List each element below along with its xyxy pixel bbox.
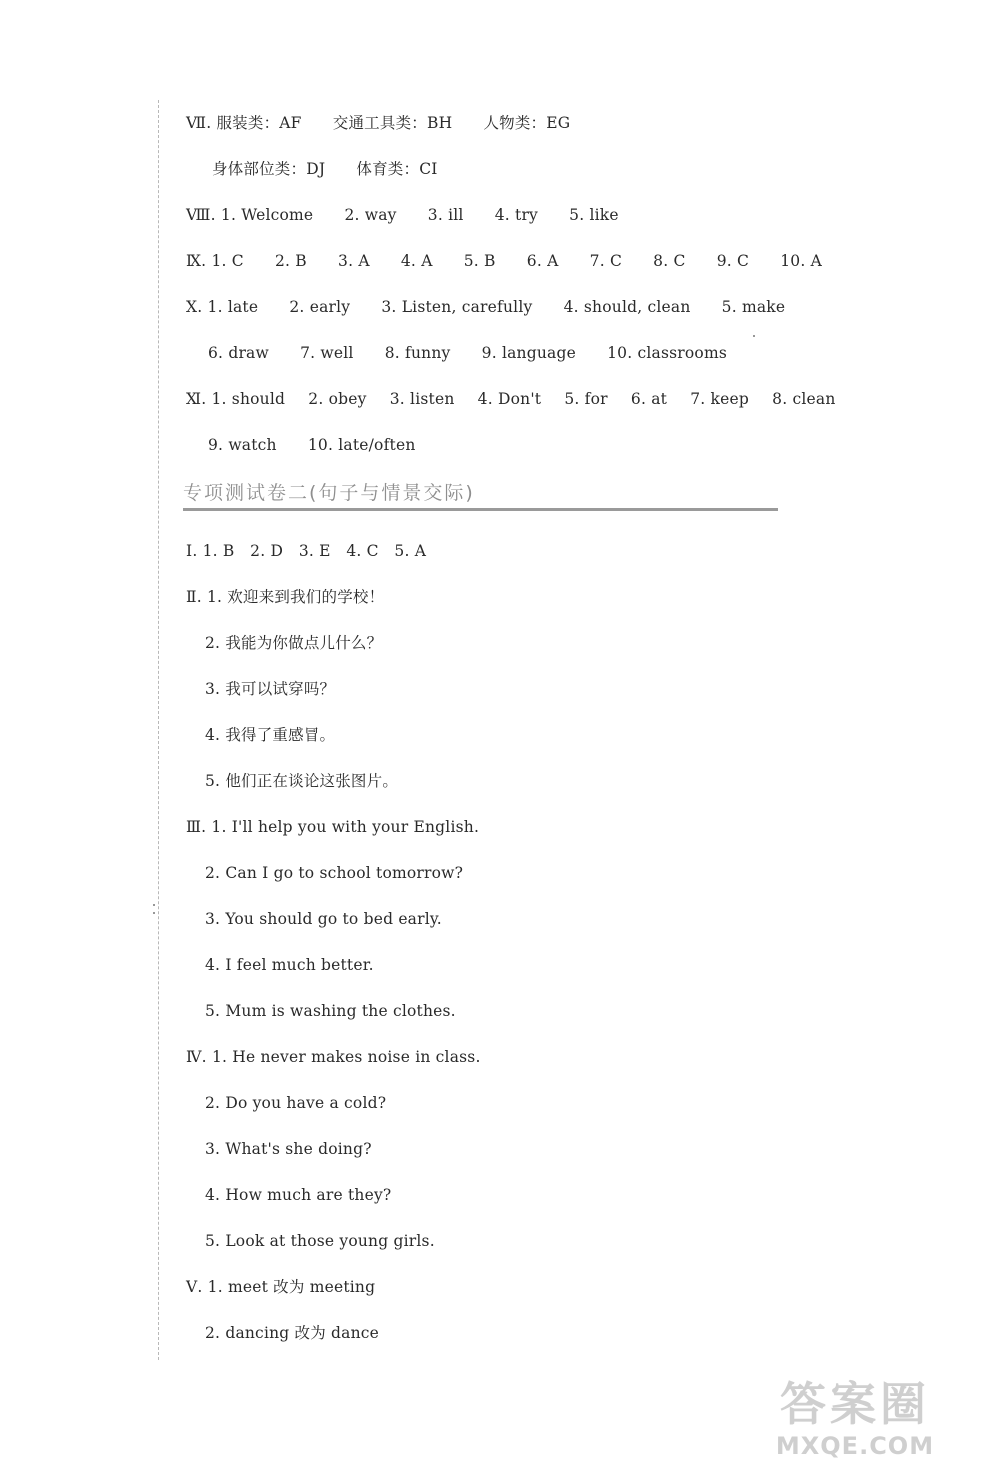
answer-line-7: Ⅶ. 服装类：AF 交通工具类：BH 人物类：EG xyxy=(186,114,571,132)
answer-line-10-cont: 6. draw 7. well 8. funny 9. language 10. classrooms xyxy=(208,344,728,362)
margin-dot xyxy=(153,912,155,914)
answer-line-11-cont: 9. watch 10. late/often xyxy=(208,436,416,454)
s2-line-7: Ⅲ. 1. I'll help you with your English. xyxy=(186,818,480,836)
answer-line-11: Ⅺ. 1. should 2. obey 3. listen 4. Don't 5. for 6. at 7. keep 8. clean xyxy=(186,390,836,408)
s2-line-18: 2. dancing 改为 dance xyxy=(205,1324,380,1342)
s2-line-13: 2. Do you have a cold? xyxy=(205,1094,387,1112)
s2-line-4: 3. 我可以试穿吗？ xyxy=(205,680,336,698)
answer-line-9: Ⅸ. 1. C 2. B 3. A 4. A 5. B 6. A 7. C 8. C 9. C 10. A xyxy=(186,252,823,270)
answer-line-7-cont: 身体部位类：DJ 体育类：CI xyxy=(212,160,438,178)
margin-dot xyxy=(153,904,155,906)
s2-line-17: Ⅴ. 1. meet 改为 meeting xyxy=(186,1278,376,1296)
s2-line-2: Ⅱ. 1. 欢迎来到我们的学校！ xyxy=(186,588,385,606)
s2-line-8: 2. Can I go to school tomorrow? xyxy=(205,864,464,882)
stray-dot xyxy=(753,335,755,337)
s2-line-14: 3. What's she doing? xyxy=(205,1140,372,1158)
s2-line-12: Ⅳ. 1. He never makes noise in class. xyxy=(186,1048,481,1066)
binding-margin-line xyxy=(158,100,159,1360)
section-title: 专项测试卷二(句子与情景交际) xyxy=(183,482,475,504)
s2-line-6: 5. 他们正在谈论这张图片。 xyxy=(205,772,399,790)
answer-line-8: Ⅷ. 1. Welcome 2. way 3. ill 4. try 5. like xyxy=(186,206,619,224)
watermark-logo-text: 答案圈 xyxy=(780,1377,930,1431)
answer-line-10: Ⅹ. 1. late 2. early 3. Listen, carefully 4. should, clean 5. make xyxy=(186,298,786,316)
s2-line-10: 4. I feel much better. xyxy=(205,956,374,974)
s2-line-11: 5. Mum is washing the clothes. xyxy=(205,1002,456,1020)
s2-line-15: 4. How much are they? xyxy=(205,1186,392,1204)
section-rule xyxy=(183,508,778,511)
s2-line-1: Ⅰ. 1. B 2. D 3. E 4. C 5. A xyxy=(186,542,427,560)
s2-line-9: 3. You should go to bed early. xyxy=(205,910,442,928)
s2-line-3: 2. 我能为你做点儿什么？ xyxy=(205,634,383,652)
s2-line-16: 5. Look at those young girls. xyxy=(205,1232,435,1250)
watermark-logo xyxy=(740,1376,970,1466)
s2-line-5: 4. 我得了重感冒。 xyxy=(205,726,336,744)
watermark-site-text: MXQE.COM xyxy=(775,1432,935,1460)
